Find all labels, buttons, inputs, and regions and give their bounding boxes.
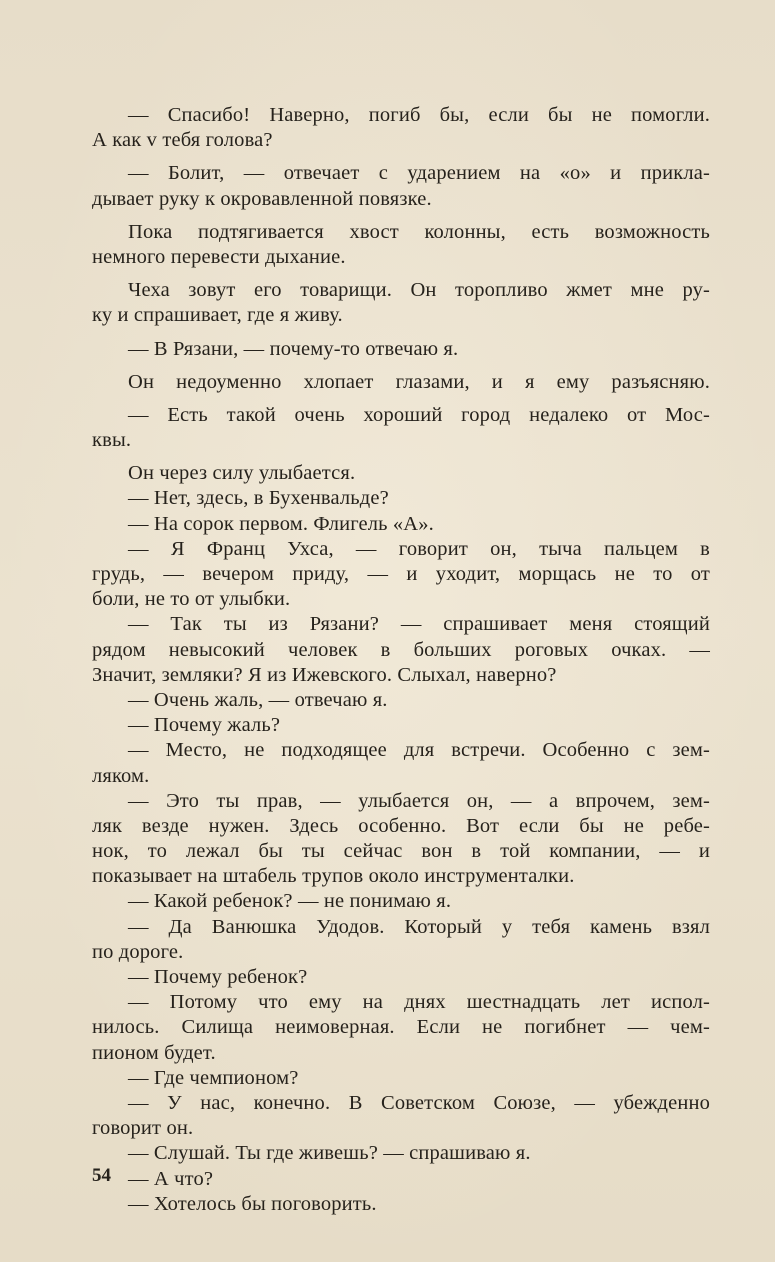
text-line: — Нет, здесь, в Бухенвальде? [128, 487, 389, 510]
text-line: — Где чемпионом? [128, 1066, 299, 1089]
text-line: Чеха зовут его товарищи. Он торопливо жмет мне ру- [128, 279, 710, 302]
text-line: ляк везде нужен. Здесь особенно. Вот если бы не ребе- [92, 814, 710, 837]
text-line: — Да Ванюшка Удодов. Который у тебя камень взял [128, 915, 710, 938]
text-line: по дороге. [92, 940, 184, 963]
text-line: — Какой ребенок? — не понимаю я. [128, 890, 452, 913]
text-line: ляком. [92, 764, 150, 787]
text-line: ку и спрашивает, где я живу. [92, 304, 343, 327]
text-line: — Есть такой очень хороший город недалеко от Мос- [128, 403, 710, 426]
text-line: — Так ты из Рязани? — спрашивает меня стоящий [128, 613, 710, 636]
text-line: дывает руку к окровавленной повязке. [92, 187, 432, 210]
text-line: рядом невысокий человек в больших роговых очках. — [92, 638, 710, 661]
page-number: 54 [92, 1165, 111, 1186]
text-line: — Это ты прав, — улыбается он, — а впрочем, зем- [128, 789, 710, 812]
text-line: — Потому что ему на днях шестнадцать лет испол- [128, 991, 710, 1014]
text-line: пионом будет. [92, 1041, 216, 1064]
text-line: нилось. Силища неимоверная. Если не погибнет — чем- [92, 1016, 710, 1039]
text-line: — Спасибо! Наверно, погиб бы, если бы не помогли. [128, 104, 710, 126]
text-line: — Болит, — отвечает с ударением на «о» и прикла- [128, 162, 710, 185]
text-line: — Слушай. Ты где живешь? — спрашиваю я. [128, 1142, 531, 1165]
text-line: говорит он. [92, 1117, 194, 1140]
text-line: Пока подтягивается хвост колонны, есть возможность [128, 220, 710, 243]
text-line: Он недоуменно хлопает глазами, и я ему разъясняю. [128, 370, 710, 393]
text-line: грудь, — вечером приду, — и уходит, морщась не то от [92, 563, 710, 585]
text-line: нок, то лежал бы ты сейчас вон в той компании, — и [92, 840, 710, 863]
text-line: — Почему ребенок? [128, 966, 308, 988]
text-line: немного перевести дыхание. [92, 245, 346, 268]
text-line: А как v тебя голова? [92, 129, 273, 152]
page-text [92, 103, 710, 1217]
text-line: — Очень жаль, — отвечаю я. [128, 688, 388, 711]
text-line: квы. [92, 429, 132, 452]
text-line: — В Рязани, — почему-то отвечаю я. [128, 337, 459, 360]
text-line: показывает на штабель трупов около инструменталки. [92, 865, 575, 888]
text-line: — Почему жаль? [128, 714, 281, 737]
text-line: Он через силу улыбается. [128, 462, 356, 485]
text-line: Значит, земляки? Я из Ижевского. Слыхал, наверно? [92, 663, 557, 686]
text-line: — Место, не подходящее для встречи. Особенно с зем- [128, 739, 710, 762]
text-line: — У нас, конечно. В Советском Союзе, — убежденно [128, 1091, 710, 1114]
text-line: — На сорок первом. Флигель «А». [128, 512, 434, 535]
text-line: — А что? [128, 1167, 214, 1190]
text-line: — Я Франц Ухса, — говорит он, тыча пальцем в [128, 537, 710, 560]
text-line: боли, не то от улыбки. [92, 588, 291, 611]
text-line: — Хотелось бы поговорить. [128, 1192, 377, 1215]
